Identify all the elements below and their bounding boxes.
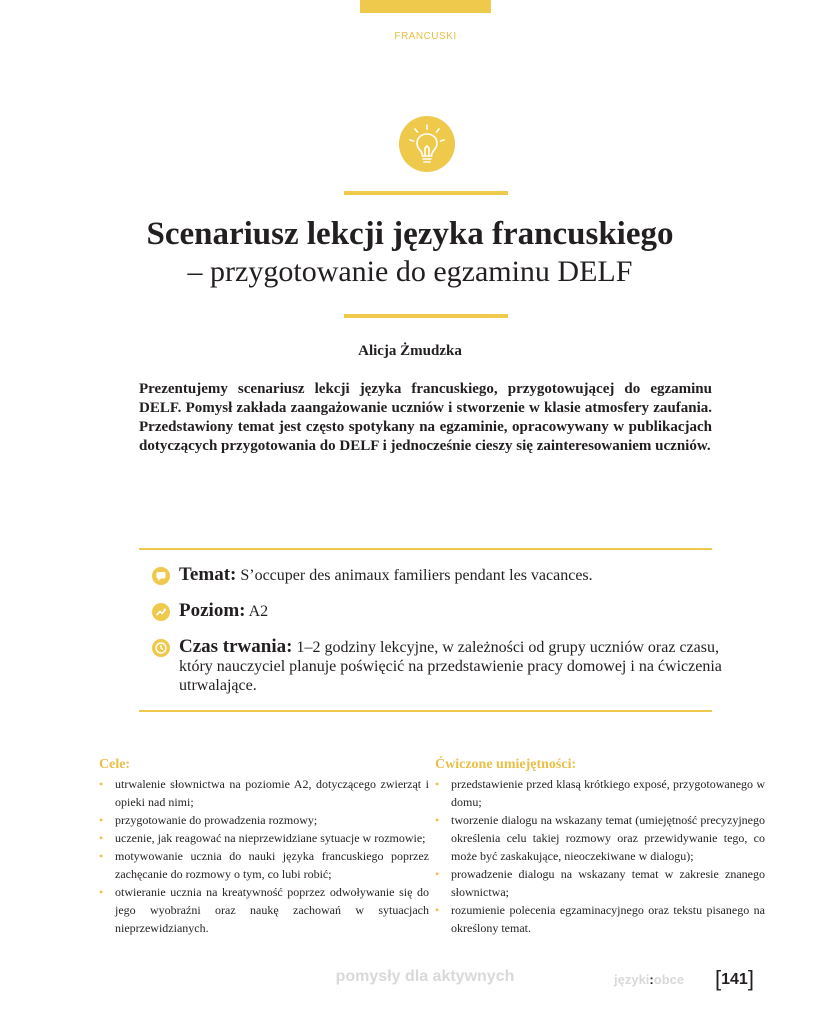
list-item: • przedstawienie przed klasą krótkiego exposé, przygotowanego w domu; — [435, 775, 765, 811]
info-czas — [152, 637, 722, 695]
info-temat-value: S’occuper des animaux familiers pendant les vacances. — [240, 567, 593, 584]
info-box-top-rule — [139, 548, 712, 550]
info-poziom-value: A2 — [248, 603, 269, 620]
info-poziom-label: Poziom: — [179, 600, 246, 621]
lead-paragraph: Prezentujemy scenariusz lekcji języka francuskiego, przygotowującej do egzaminu DELF. Pomysł zakłada zaangażowanie uczniów i stworzenie w klasie atmosfery zaufania. Przedstawiony temat jest często spotykany na egzaminie, opracowywany w publikacjach dotyczących przygotowania do DELF i jednocześnie cieszy się zainteresowaniem uczniów. — [139, 381, 712, 454]
lightbulb-icon — [399, 116, 455, 172]
list-item: • prowadzenie dialogu na wskazany temat w zakresie znanego słownictwa; — [435, 865, 765, 901]
bracket-left: [ — [715, 966, 722, 991]
footer-journal-b: obce — [653, 972, 685, 987]
list-item: • motywowanie ucznia do nauki języka francuskiego poprzez zachęcanie do rozmowy o tym, co lubi robić; — [99, 847, 429, 883]
goals-column — [99, 756, 429, 937]
footer-journal-sep: : — [649, 972, 654, 987]
list-item: • rozumienie polecenia egzaminacyjnego oraz tekstu pisanego na określony temat. — [435, 901, 765, 937]
skills-heading: Ćwiczone umiejętności: — [435, 757, 577, 772]
title-bottom-rule — [344, 314, 508, 318]
skills-column — [435, 756, 765, 937]
author-name: Alicja Żmudzka — [358, 343, 462, 359]
info-poziom — [152, 601, 722, 621]
page-number-value: 141 — [721, 971, 748, 988]
section-tab-bar — [360, 0, 491, 13]
chat-icon — [152, 567, 170, 585]
footer-journal — [614, 972, 684, 987]
info-box-bottom-rule — [139, 710, 712, 712]
bracket-right: ] — [747, 966, 754, 991]
info-temat — [152, 565, 722, 585]
goals-heading: Cele: — [99, 757, 131, 772]
section-tag: FRANCUSKI — [394, 31, 457, 42]
article-title: Scenariusz lekcji języka francuskiego — [146, 216, 674, 252]
clock-icon — [152, 639, 170, 657]
list-item: • tworzenie dialogu na wskazany temat (umiejętność precyzyjnego określenia celu takiej rozmowy oraz przewidywanie tego, co może być zaskakujące, nieoczekiwane w dialogu); — [435, 811, 765, 865]
list-item: • przygotowanie do prowadzenia rozmowy; — [99, 811, 429, 829]
info-temat-label: Temat: — [179, 564, 237, 585]
footer-journal-a: języki — [614, 972, 650, 987]
list-item: • uczenie, jak reagować na nieprzewidziane sytuacje w rozmowie; — [99, 829, 429, 847]
list-item: • otwieranie ucznia na kreatywność poprzez odwoływanie się do jego wyobraźni oraz naukę zachowań w sytuacjach nieprzewidzianych. — [99, 883, 429, 937]
info-czas-label: Czas trwania: — [179, 636, 293, 657]
goals-list — [99, 775, 429, 937]
title-top-rule — [344, 191, 508, 195]
page-number — [715, 966, 754, 992]
list-item: • utrwalenie słownictwa na poziomie A2, dotyczącego zwierząt i opieki nad nimi; — [99, 775, 429, 811]
skills-list — [435, 775, 765, 937]
info-czas-value: 1–2 godziny lekcyjne, w zależności od grupy uczniów oraz czasu, który nauczyciel planuje poświęcić na przedstawienie pracy domowej i na ćwiczenia utrwalające. — [179, 639, 722, 694]
footer-series: pomysły dla aktywnych — [335, 968, 515, 985]
trend-arrow-icon — [152, 603, 170, 621]
article-subtitle: – przygotowanie do egzaminu DELF — [187, 255, 633, 288]
